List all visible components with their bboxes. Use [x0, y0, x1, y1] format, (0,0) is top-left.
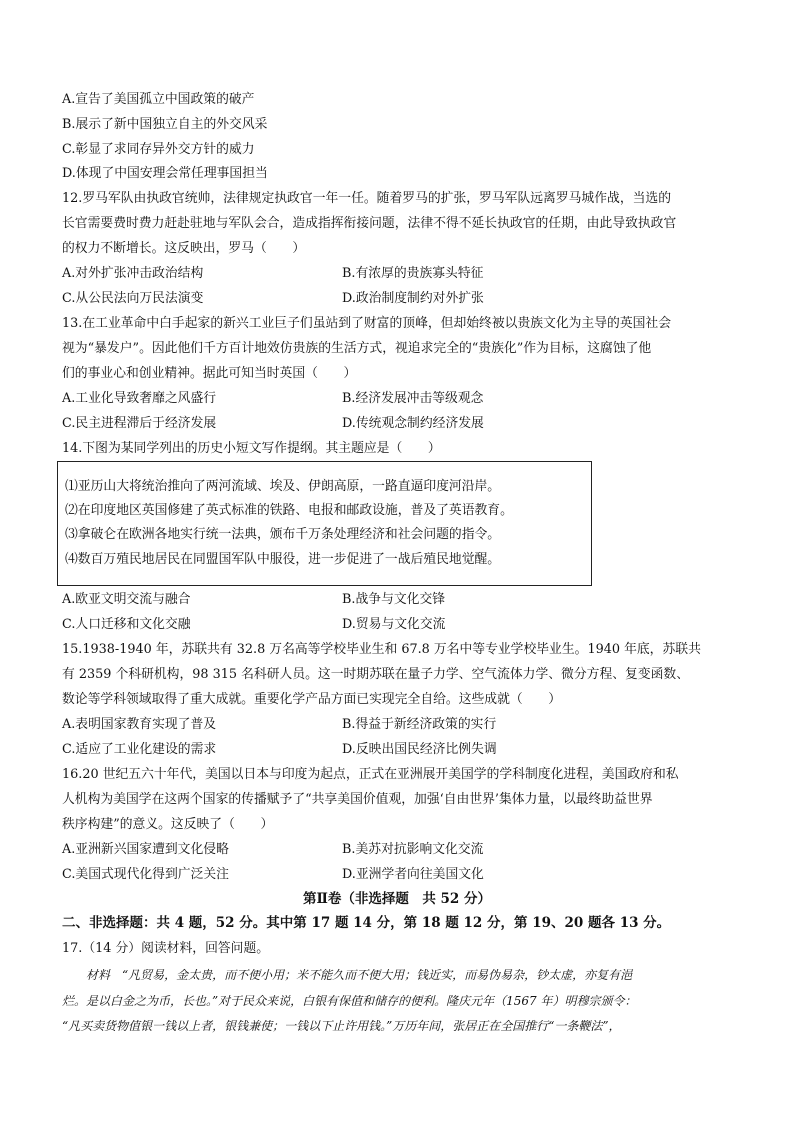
- q11-option-c: C.彰显了求同存异外交方针的威力: [62, 142, 255, 157]
- q13-stem-line: 视为“暴发户”。因此他们千方百计地效仿贵族的生活方式，视追求完全的“贵族化”作为目标，这腐蚀了他: [62, 341, 652, 356]
- q11-option-b: B.展示了新中国独立自主的外交风采: [62, 117, 268, 132]
- q13-stem-line: 13.在工业革命中白手起家的新兴工业巨子们虽站到了财富的顶峰，但却始终被以贵族文化为主导的英国社会: [62, 316, 672, 331]
- outline-item: ⑵在印度地区英国修建了英式标准的铁路、电报和邮政设施，普及了英语教育。: [65, 503, 513, 518]
- q15-stem-line: 数论等学科领域取得了重大成就。重要化学产品方面已实现完全自给。这些成就（ ）: [62, 692, 562, 707]
- q14-option-b: B.战争与文化交锋: [342, 592, 446, 607]
- q16-stem-line: 16.20 世纪五六十年代，美国以日本与印度为起点，正式在亚洲展开美国学的学科制度化进程，美国政府和私: [62, 767, 679, 782]
- q12-stem-line: 长官需要费时费力赶赴驻地与军队会合，造成指挥衔接问题，法律不得不延长执政官的任期，由此导致执政官: [62, 216, 677, 231]
- outline-item: ⑷数百万殖民地居民在同盟国军队中服役，进一步促进了一战后殖民地觉醒。: [65, 552, 501, 567]
- q15-stem-line: 15.1938-1940 年，苏联共有 32.8 万名高等学校毕业生和 67.8 万名中等专业学校毕业生。1940 年底，苏联共: [62, 642, 701, 657]
- material-line: 材料 “凡贸易，金太贵，而不便小用；米不能久而不便大用；钱近实，而易伪易杂，钞太虚，亦复有浥: [62, 968, 633, 982]
- q12-option-c: C.从公民法向万民法演变: [62, 291, 204, 306]
- q13-stem-line: 们的事业心和创业精神。据此可知当时英国（ ）: [62, 366, 357, 381]
- q16-option-a: A.亚洲新兴国家遭到文化侵略: [62, 842, 229, 857]
- q15-option-b: B.得益于新经济政策的实行: [342, 717, 497, 732]
- q16-stem-line: 人机构为美国学在这两个国家的传播赋予了“共享美国价值观，加强‘自由世界’集体力量，以最终助益世界: [62, 792, 653, 807]
- material-line: 烂。是以白金之为币，长也。”对于民众来说，白银有保值和储存的便利。隆庆元年（1567 年）明穆宗颁令：: [62, 994, 637, 1008]
- outline-box: [57, 461, 592, 586]
- q13-option-c: C.民主进程滞后于经济发展: [62, 416, 217, 431]
- q16-option-b: B.美苏对抗影响文化交流: [342, 842, 484, 857]
- q13-option-a: A.工业化导致奢靡之风盛行: [62, 391, 217, 406]
- q15-option-a: A.表明国家教育实现了普及: [62, 717, 217, 732]
- material-line: “凡买卖货物值银一钱以上者，银钱兼使；一钱以下止许用钱。”万历年间，张居正在全国推行“一条鞭法”，: [62, 1019, 621, 1033]
- q12-stem-line: 的权力不断增长。这反映出，罗马（ ）: [62, 241, 306, 256]
- part2-title: 第Ⅱ卷（非选择题 共 52 分）: [302, 891, 492, 907]
- outline-item: ⑶拿破仑在欧洲各地实行统一法典，颁布千万条处理经济和社会问题的指令。: [65, 527, 501, 542]
- q14-option-a: A.欧亚文明交流与融合: [62, 592, 191, 607]
- q13-option-d: D.传统观念制约经济发展: [342, 416, 484, 431]
- outline-item: ⑴亚历山大将统治推向了两河流域、埃及、伊朗高原，一路直逼印度河沿岸。: [65, 479, 501, 494]
- q16-stem-line: 秩序构建”的意义。这反映了（ ）: [62, 817, 274, 832]
- q15-option-d: D.反映出国民经济比例失调: [342, 742, 497, 757]
- q13-option-b: B.经济发展冲击等级观念: [342, 391, 484, 406]
- q14-option-d: D.贸易与文化交流: [342, 617, 446, 632]
- q16-option-c: C.美国式现代化得到广泛关注: [62, 867, 229, 882]
- q17-stem: 17.（14 分）阅读材料，回答问题。: [62, 941, 270, 956]
- q12-option-b: B.有浓厚的贵族寡头特征: [342, 266, 484, 281]
- q15-stem-line: 有 2359 个科研机构，98 315 名科研人员。这一时期苏联在量子力学、空气流体力学、微分方程、复变函数、: [62, 667, 690, 682]
- q14-stem-line: 14.下图为某同学列出的历史小短文写作提纲。其主题应是（ ）: [62, 441, 441, 456]
- q14-option-c: C.人口迁移和文化交融: [62, 617, 191, 632]
- q12-stem-line: 12.罗马军队由执政官统帅，法律规定执政官一年一任。随着罗马的扩张，罗马军队远离罗马城作战，当选的: [62, 191, 672, 206]
- q11-option-a: A.宣告了美国孤立中国政策的破产: [62, 92, 255, 107]
- q15-option-c: C.适应了工业化建设的需求: [62, 742, 217, 757]
- q12-option-a: A.对外扩张冲击政治结构: [62, 266, 204, 281]
- q12-option-d: D.政治制度制约对外扩张: [342, 291, 484, 306]
- q16-option-d: D.亚洲学者向往美国文化: [342, 867, 484, 882]
- q11-option-d: D.体现了中国安理会常任理事国担当: [62, 166, 268, 181]
- section-heading: 二、非选择题：共 4 题，52 分。其中第 17 题 14 分，第 18 题 12 分，第 19、20 题各 13 分。: [62, 915, 671, 931]
